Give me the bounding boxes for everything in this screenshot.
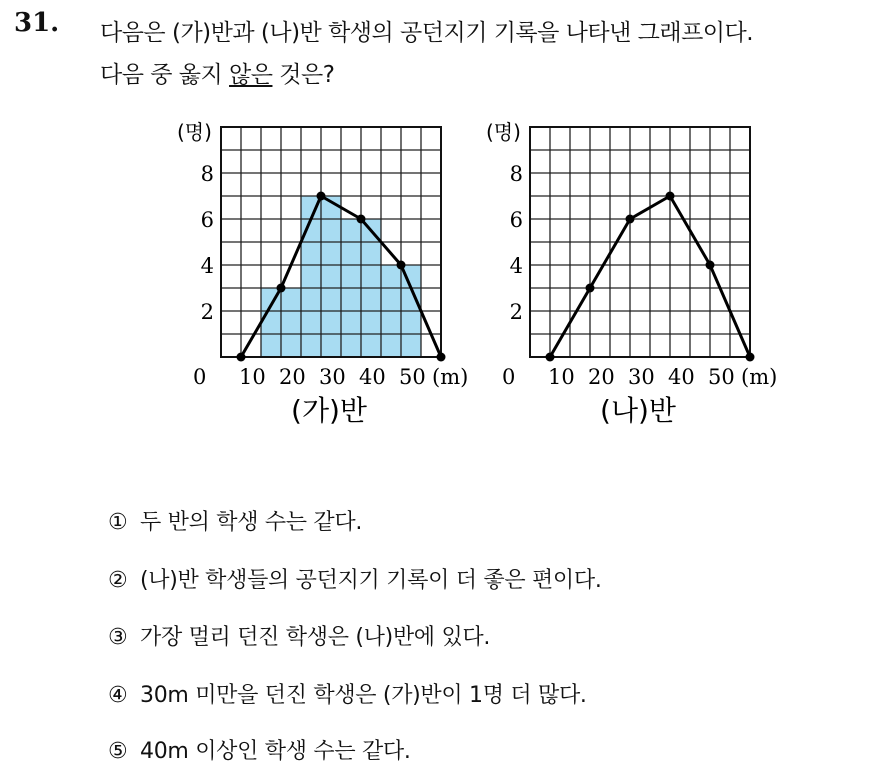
chart-na-y-tick-label: 6 <box>509 208 523 232</box>
chart-na-y-axis-label: (명) <box>486 120 521 144</box>
choice-1[interactable] <box>108 505 362 536</box>
chart-ga-y-tick-label: 6 <box>200 208 214 232</box>
choice-4-number: ④ <box>108 683 128 708</box>
choice-1-number: ① <box>108 510 128 535</box>
choice-5[interactable] <box>108 734 411 765</box>
question-text-underlined: 않은 <box>229 62 273 88</box>
question-number: 31. <box>14 8 60 38</box>
chart-ga-y-tick-label: 2 <box>200 300 214 324</box>
chart-ga-x-tick-label: 20 <box>279 365 306 389</box>
chart-ga-title: (가)반 <box>291 394 367 427</box>
chart-ga-x-tick-label: 40 <box>359 365 386 389</box>
chart-ga-x-tick-label: 10 <box>239 365 266 389</box>
chart-na-x-axis-label: (m) <box>741 365 778 389</box>
chart-na-x-tick-label: 20 <box>588 365 615 389</box>
choice-2-text: (나)반 학생들의 공던지기 기록이 더 좋은 편이다. <box>140 568 602 593</box>
chart-na-x-tick-label: 50 <box>708 365 735 389</box>
chart-na-point <box>626 215 635 224</box>
chart-na-y-tick-label: 4 <box>509 254 523 278</box>
chart-na-y-tick-label: 2 <box>509 300 523 324</box>
chart-ga-y-axis-label: (명) <box>177 120 212 144</box>
choice-2-number: ② <box>108 568 128 593</box>
choice-5-text: 40m 이상인 학생 수는 같다. <box>140 739 411 764</box>
chart-na-x-tick-label: 40 <box>668 365 695 389</box>
chart-ga-x-tick-label: 30 <box>319 365 346 389</box>
choice-1-text: 두 반의 학생 수는 같다. <box>140 510 363 535</box>
chart-na-point <box>546 353 555 362</box>
choice-4[interactable] <box>108 678 587 709</box>
chart-na-point <box>706 261 715 270</box>
chart-na-point <box>586 284 595 293</box>
chart-ga-x-tick-label: 50 <box>399 365 426 389</box>
chart-ga-x-tick-label: 0 <box>193 365 207 389</box>
choice-4-text: 30m 미만을 던진 학생은 (가)반이 1명 더 많다. <box>140 683 587 708</box>
chart-na-point <box>666 192 675 201</box>
chart-ga-y-tick-label: 4 <box>200 254 214 278</box>
choice-3-number: ③ <box>108 625 128 650</box>
choice-3-text: 가장 멀리 던진 학생은 (나)반에 있다. <box>140 625 491 650</box>
chart-ga-y-tick-label: 8 <box>200 162 214 186</box>
chart-na-x-tick-label: 10 <box>548 365 575 389</box>
choice-2[interactable] <box>108 563 602 594</box>
question-text-post: 것은? <box>272 62 335 88</box>
chart-na-x-tick-label: 30 <box>628 365 655 389</box>
chart-na-x-tick-label: 0 <box>502 365 516 389</box>
chart-na-title: (나)반 <box>600 394 676 427</box>
chart-na-point <box>746 353 755 362</box>
question-text-pre: 다음 중 옳지 <box>100 62 230 88</box>
chart-ga-x-axis-label: (m) <box>432 365 469 389</box>
choice-3[interactable] <box>108 620 490 651</box>
chart-na-y-tick-label: 8 <box>509 162 523 186</box>
question-text-line1: 다음은 (가)반과 (나)반 학생의 공던지기 기록을 나타낸 그래프이다. <box>100 20 754 46</box>
choice-5-number: ⑤ <box>108 739 128 764</box>
